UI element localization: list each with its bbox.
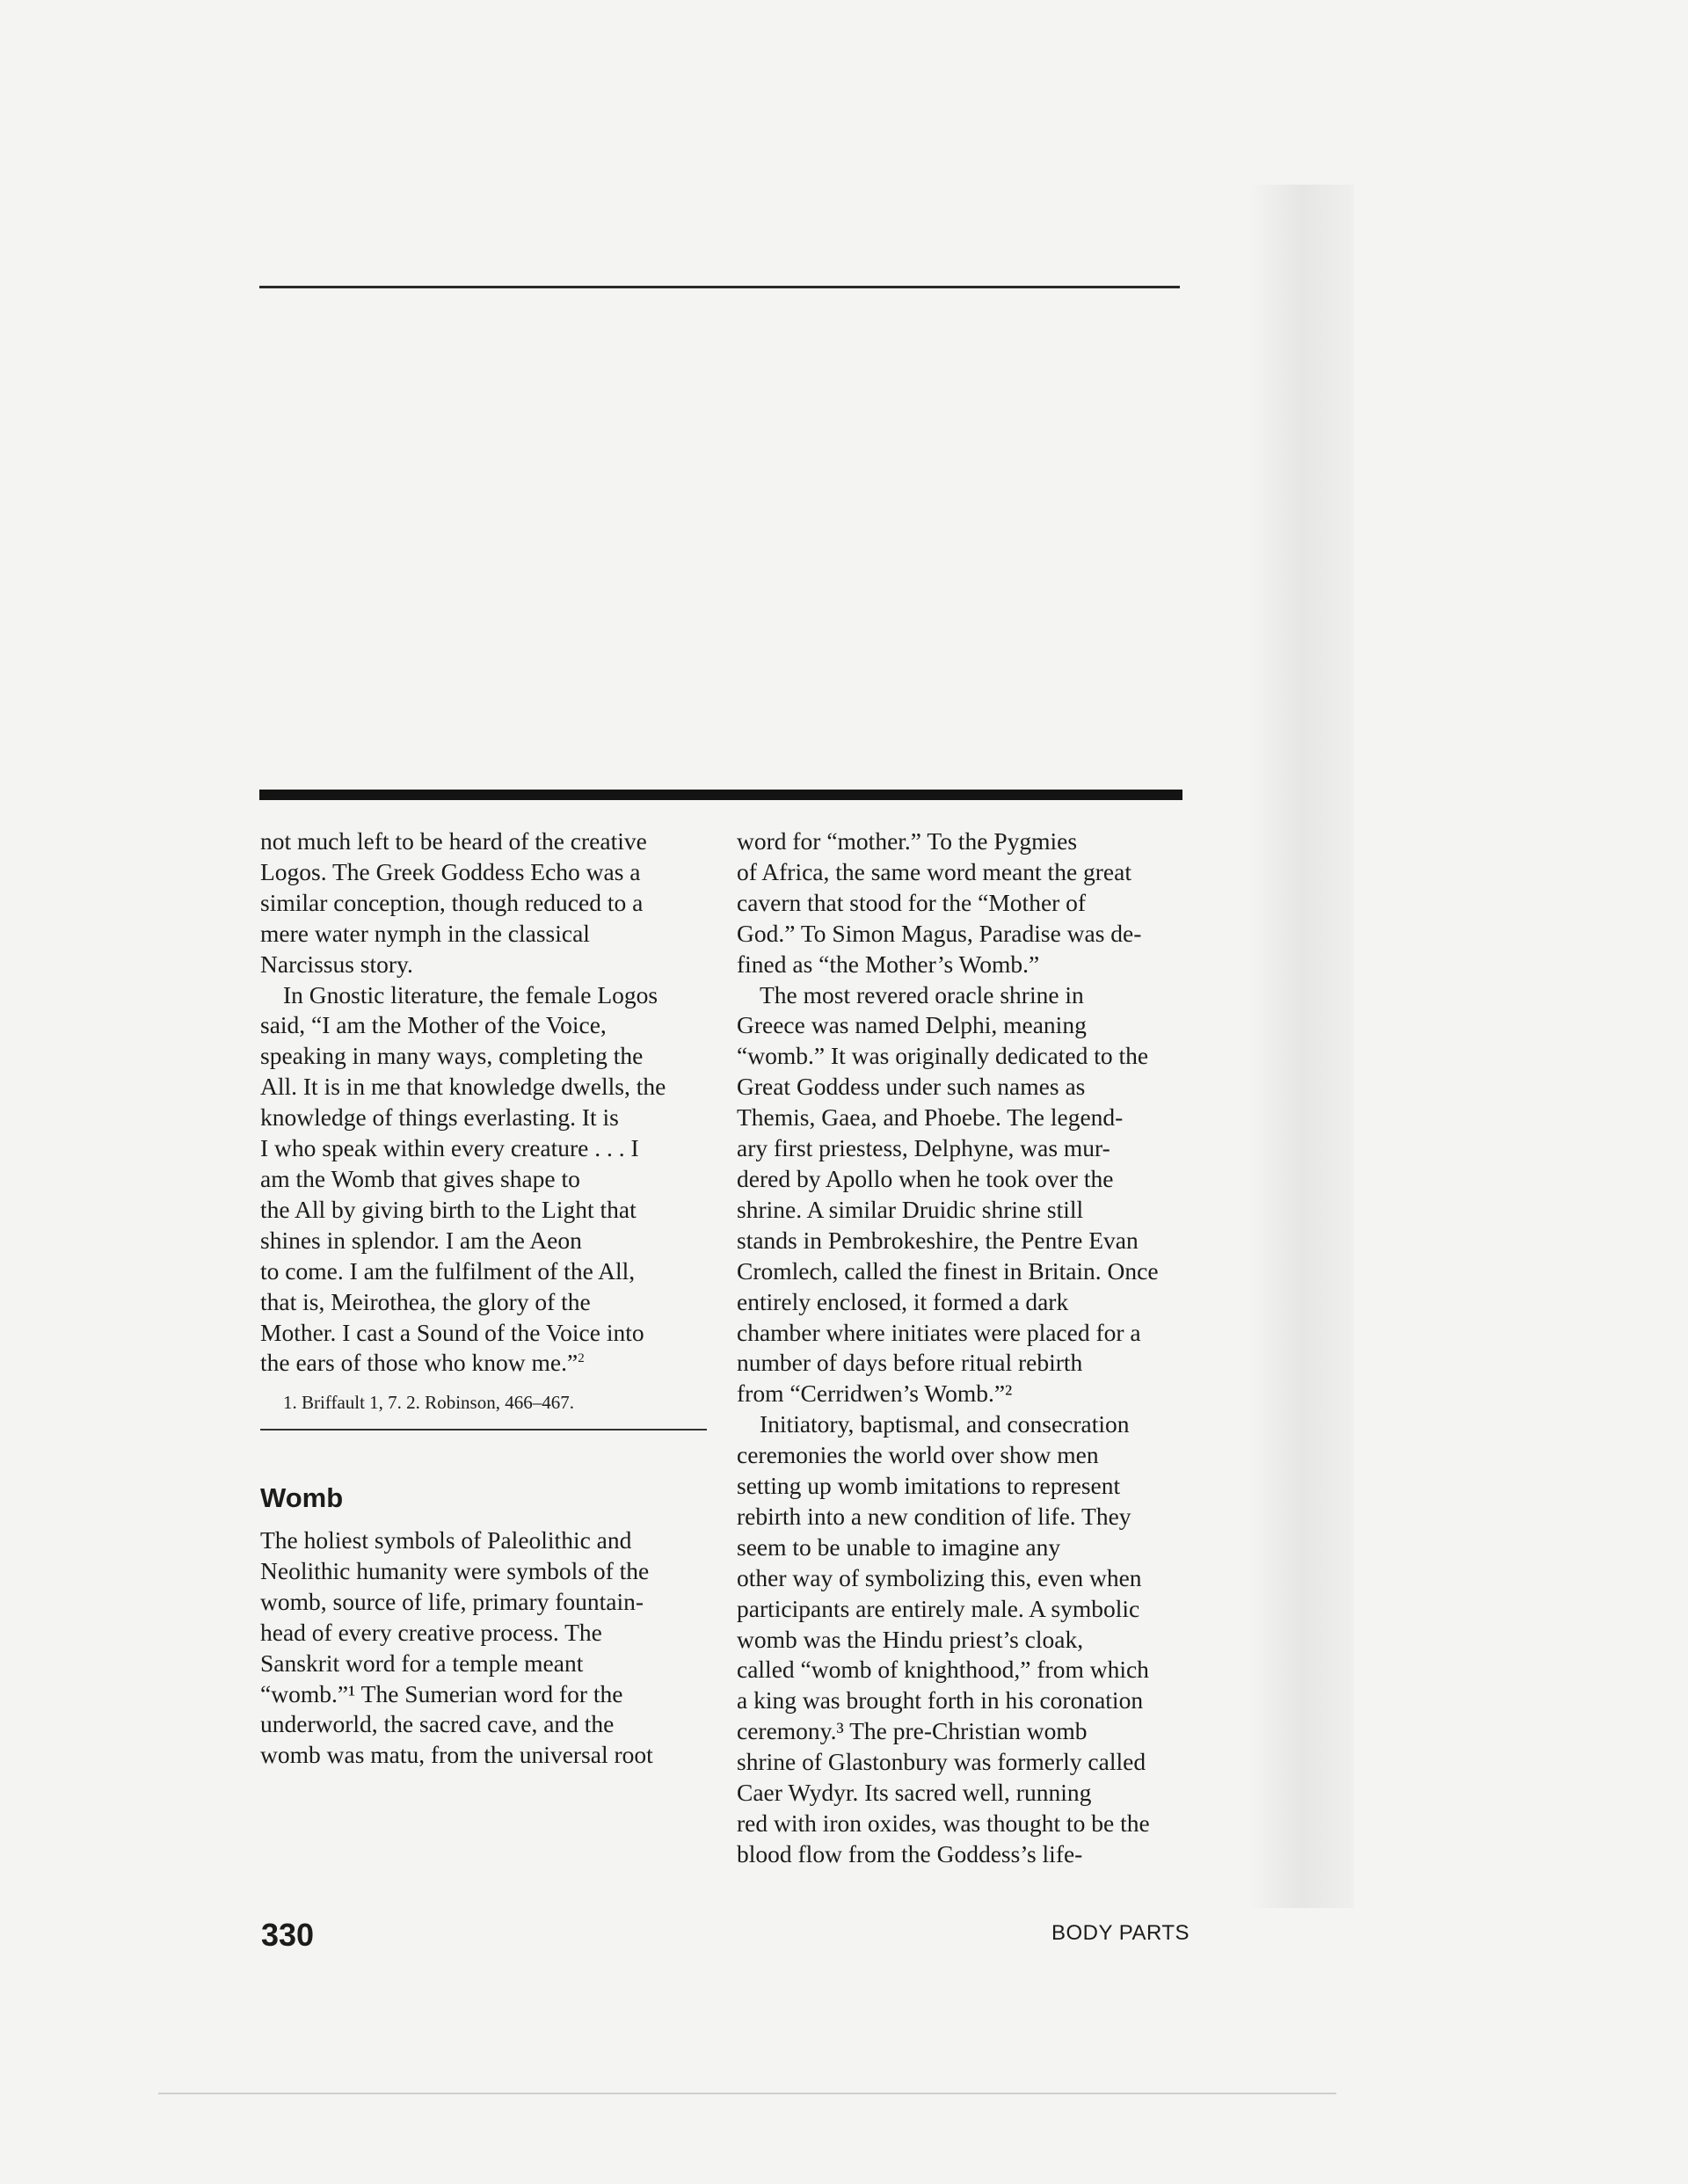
text-line: “womb.”¹ The Sumerian word for the [260, 1679, 623, 1707]
text-line-content: the ears of those who know me.” [260, 1349, 578, 1377]
left-column [260, 826, 700, 1379]
text-line: “womb.” It was originally dedicated to the [737, 1042, 1149, 1070]
text-line: In Gnostic literature, the female Logos [283, 980, 658, 1008]
text-line: called “womb of knighthood,” from which [737, 1656, 1149, 1684]
text-line: of Africa, the same word meant the great [737, 857, 1131, 885]
text-line: participants are entirely male. A symbolic [737, 1594, 1140, 1622]
text-line: rebirth into a new condition of life. They [737, 1502, 1131, 1530]
text-line: Initiatory, baptismal, and consecration [760, 1410, 1130, 1438]
text-line: Mother. I cast a Sound of the Voice into [260, 1318, 644, 1346]
text-line: God.” To Simon Magus, Paradise was de- [737, 919, 1142, 947]
text-line: that is, Meirothea, the glory of the [260, 1287, 591, 1315]
text-line: number of days before ritual rebirth [737, 1349, 1083, 1377]
text-line: ceremonies the world over show men [737, 1441, 1099, 1469]
text-line: shrine. A similar Druidic shrine still [737, 1195, 1084, 1223]
text-line: womb was matu, from the universal root [260, 1741, 653, 1769]
text-line: seem to be unable to imagine any [737, 1532, 1061, 1561]
text-line: ary first priestess, Delphyne, was mur- [737, 1134, 1110, 1162]
text-line: knowledge of things everlasting. It is [260, 1103, 619, 1132]
text-line: to come. I am the fulfilment of the All, [260, 1256, 636, 1285]
entry-title: Womb [260, 1482, 344, 1513]
footnote-marker: 2 [578, 1351, 585, 1366]
text-line: Greece was named Delphi, meaning [737, 1011, 1087, 1039]
text-line: head of every creative process. The [260, 1618, 602, 1646]
text-line: The most revered oracle shrine in [760, 980, 1084, 1008]
text-line [260, 1348, 700, 1379]
notes-rule [260, 1429, 707, 1431]
text-line: from “Cerridwen’s Womb.”² [737, 1380, 1013, 1408]
text-line: Neolithic humanity were symbols of the [260, 1556, 650, 1584]
text-line: Caer Wydyr. Its sacred well, running [737, 1779, 1092, 1807]
text-line: not much left to be heard of the creative [260, 827, 647, 855]
text-line: All. It is in me that knowledge dwells, the [260, 1073, 666, 1101]
text-line: dered by Apollo when he took over the [737, 1164, 1114, 1192]
text-line: The holiest symbols of Paleolithic and [260, 1526, 632, 1554]
text-line: stands in Pembrokeshire, the Pentre Evan [737, 1226, 1139, 1254]
text-line: womb was the Hindu priest’s cloak, [737, 1625, 1084, 1653]
text-line: mere water nymph in the classical [260, 919, 590, 947]
page-number: 330 [261, 1917, 315, 1953]
section-rule [259, 790, 1182, 800]
text-line: cavern that stood for the “Mother of [737, 888, 1087, 916]
text-line: I who speak within every creature . . . I [260, 1134, 639, 1162]
text-line: word for “mother.” To the Pygmies [737, 827, 1078, 855]
text-line: said, “I am the Mother of the Voice, [260, 1011, 607, 1039]
text-line: other way of symbolizing this, even when [737, 1563, 1142, 1591]
top-rule [259, 286, 1180, 288]
text-line: blood flow from the Goddess’s life- [737, 1839, 1083, 1867]
right-column [737, 826, 1187, 1870]
text-line: am the Womb that gives shape to [260, 1164, 580, 1192]
page-edge [158, 2093, 1336, 2094]
running-head: BODY PARTS [1051, 1921, 1190, 1945]
text-line: the All by giving birth to the Light that [260, 1195, 637, 1223]
text-line: Cromlech, called the finest in Britain. Once [737, 1256, 1159, 1285]
text-line: Themis, Gaea, and Phoebe. The legend- [737, 1103, 1124, 1132]
text-line: womb, source of life, primary fountain- [260, 1587, 644, 1615]
text-line: a king was brought forth in his coronation [737, 1686, 1144, 1714]
text-line: entirely enclosed, it formed a dark [737, 1287, 1069, 1315]
text-line: chamber where initiates were placed for a [737, 1318, 1141, 1346]
text-line: similar conception, though reduced to a [260, 888, 644, 916]
text-line: ceremony.³ The pre-Christian womb [737, 1717, 1088, 1745]
text-line: shines in splendor. I am the Aeon [260, 1226, 582, 1254]
text-line: Logos. The Greek Goddess Echo was a [260, 857, 641, 885]
text-line: Narcissus story. [260, 950, 413, 978]
text-line: shrine of Glastonbury was formerly called [737, 1748, 1146, 1776]
scan-shadow [1248, 185, 1354, 1908]
text-line: Great Goddess under such names as [737, 1073, 1086, 1101]
text-line: setting up womb imitations to represent [737, 1472, 1121, 1500]
text-line: red with iron oxides, was thought to be the [737, 1809, 1150, 1837]
entry-body [260, 1525, 653, 1771]
footnotes: 1. Briffault 1, 7. 2. Robinson, 466–467. [283, 1392, 574, 1413]
text-line: underworld, the sacred cave, and the [260, 1710, 615, 1738]
text-line: fined as “the Mother’s Womb.” [737, 950, 1040, 978]
text-line: speaking in many ways, completing the [260, 1042, 644, 1070]
text-line: Sanskrit word for a temple meant [260, 1649, 584, 1677]
